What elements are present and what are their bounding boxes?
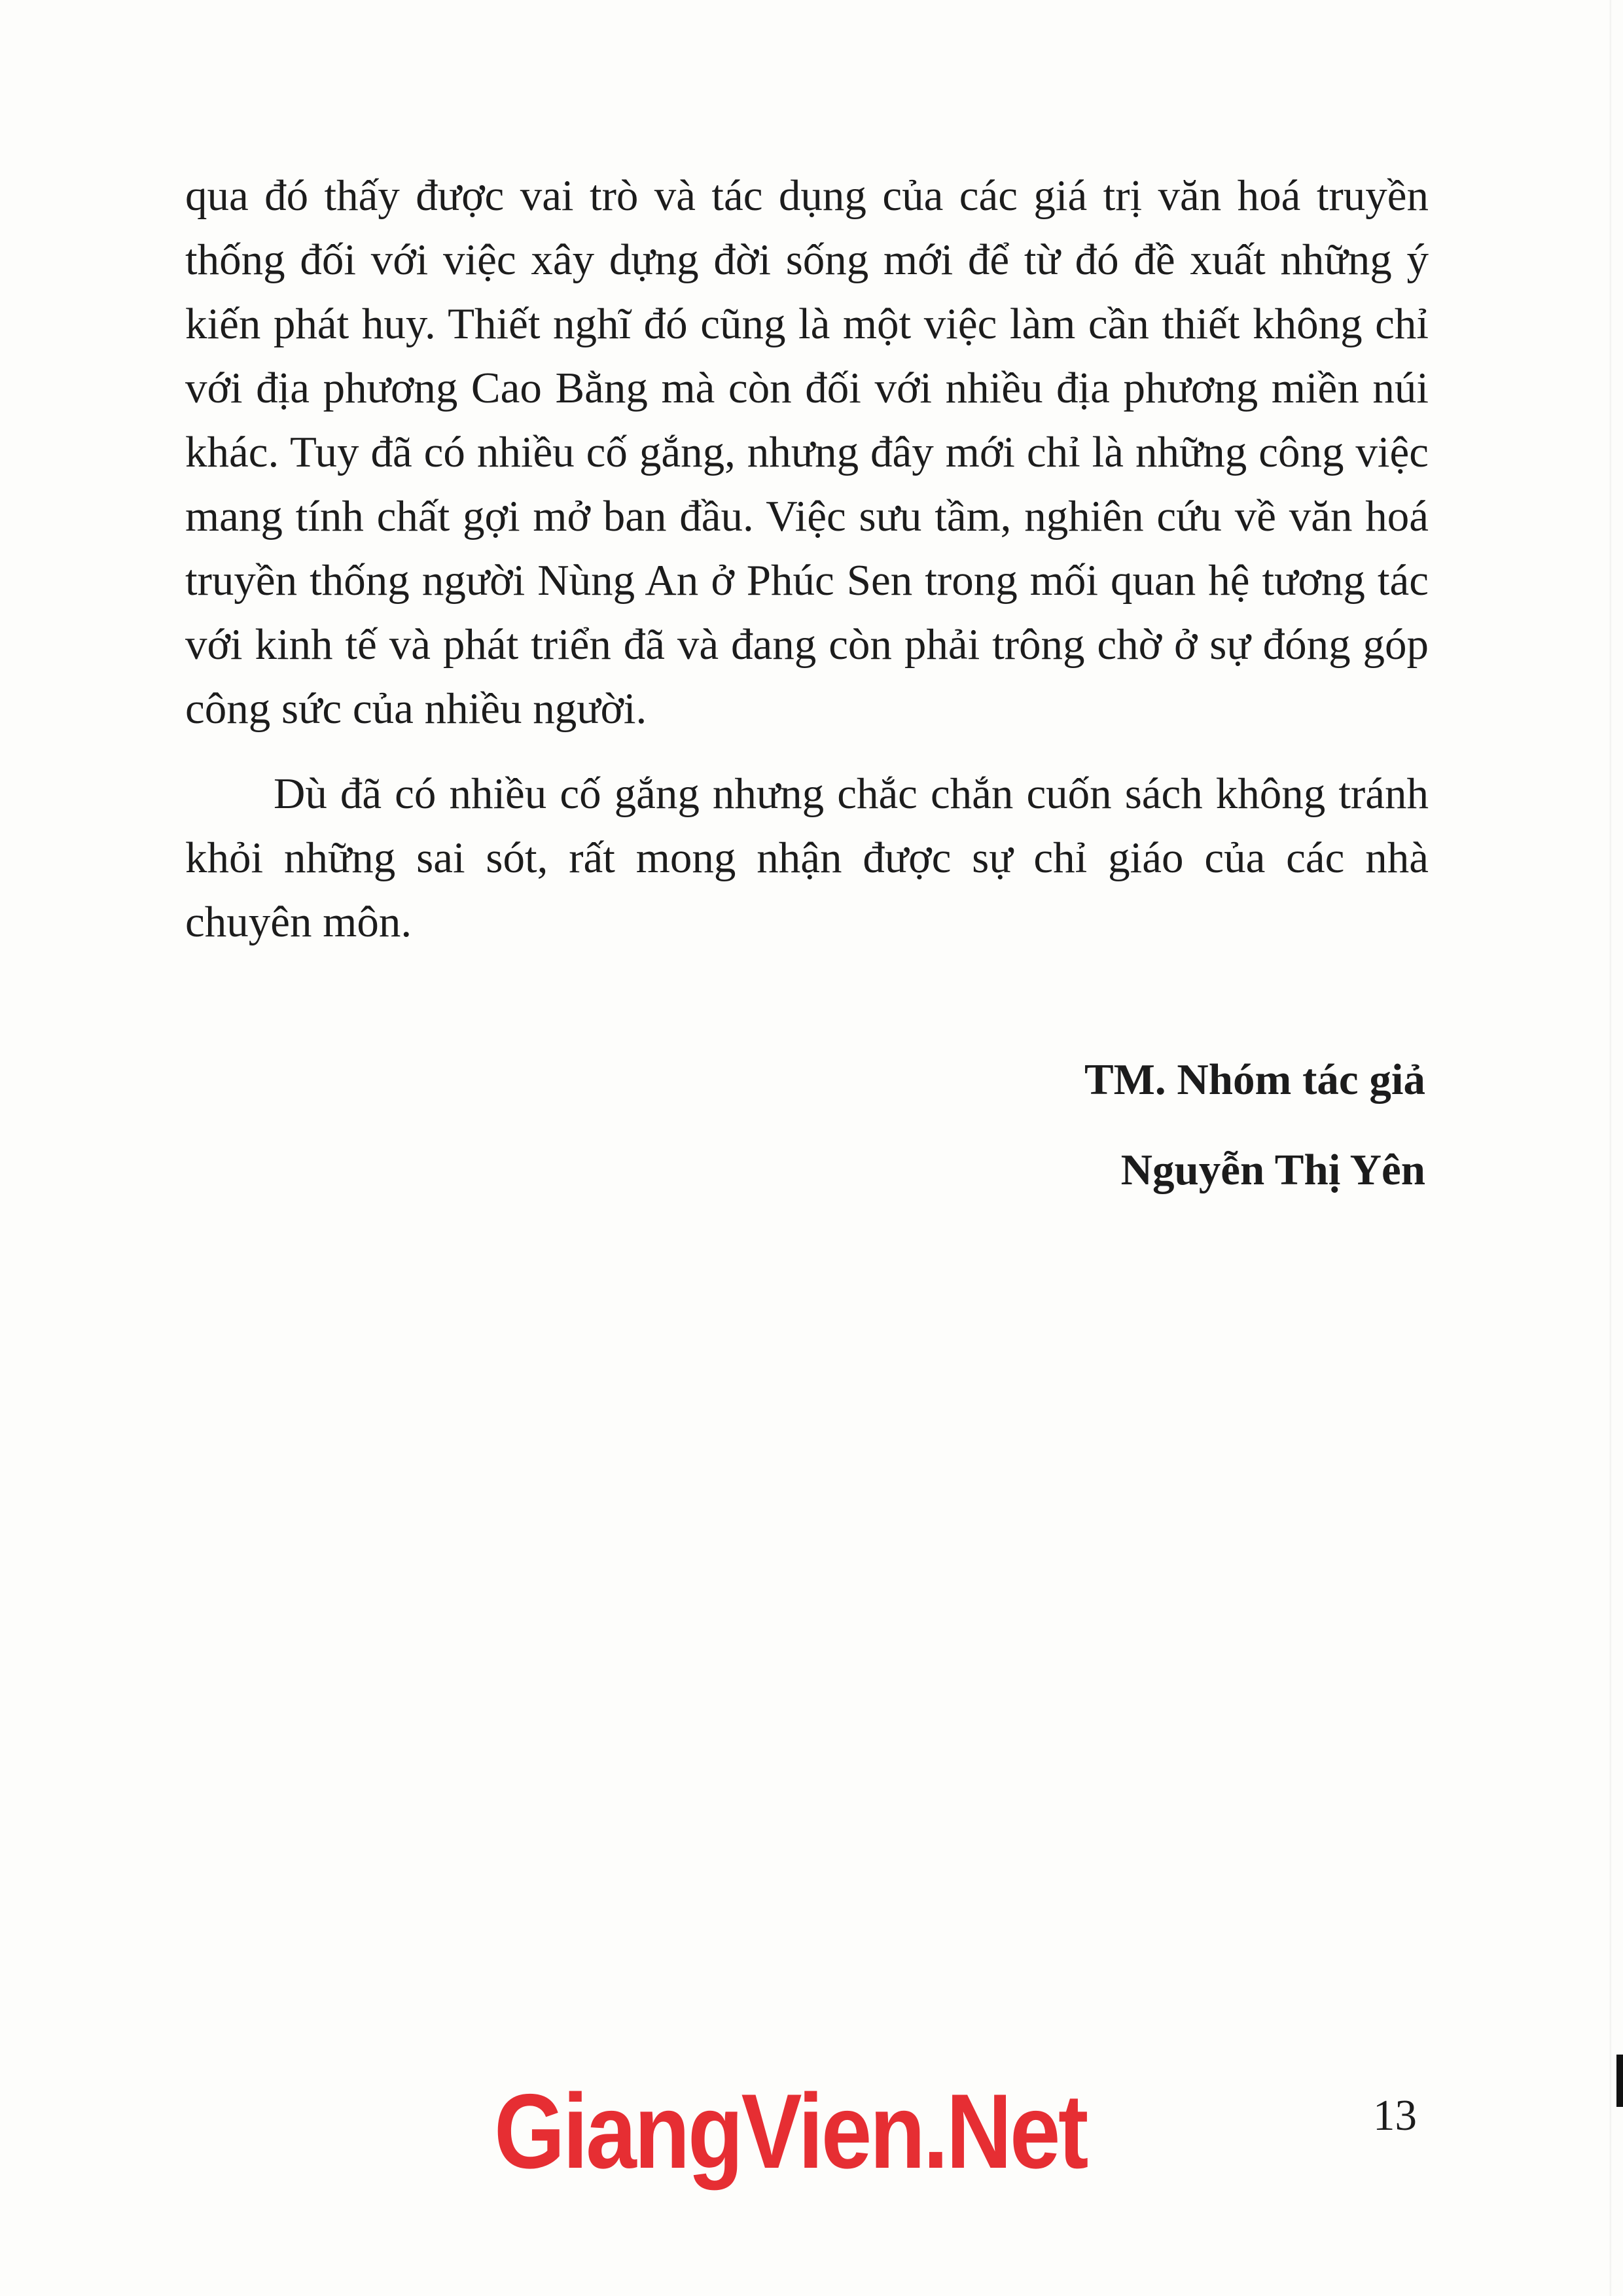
page-number: 13 <box>1373 2091 1417 2140</box>
body-text <box>185 164 1429 954</box>
watermark-logo: GiangVien.Net <box>494 2072 1086 2191</box>
page-edge-shadow <box>1609 0 1611 2296</box>
paragraph-2: Dù đã có nhiều cố gắng nhưng chắc chắn cuốn sách không tránh khỏi những sai sót, rất mong nhận được sự chỉ giáo của các nhà chuyên môn. <box>185 769 1429 946</box>
paragraph-1: qua đó thấy được vai trò và tác dụng của các giá trị văn hoá truyền thống đối với việc xây dựng đời sống mới để từ đó đề xuất những ý kiến phát huy. Thiết nghĩ đó cũng là một việc làm cần thiết không chỉ với địa phương Cao Bằng mà còn đối với nhiều địa phương miền núi khác. Tuy đã có nhiều cố gắng, nhưng đây mới chỉ là những công việc mang tính chất gợi mở ban đầu. Việc sưu tầm, nghiên cứu về văn hoá truyền thống người Nùng An ở Phúc Sen trong mối quan hệ tương tác với kinh tế và phát triển đã và đang còn phải trông chờ ở sự đóng góp công sức của nhiều người. <box>185 171 1429 733</box>
signature-title: TM. Nhóm tác giả <box>1084 1055 1425 1104</box>
signature-name: Nguyễn Thị Yên <box>1120 1146 1425 1194</box>
page-edge-mark <box>1616 2055 1623 2107</box>
